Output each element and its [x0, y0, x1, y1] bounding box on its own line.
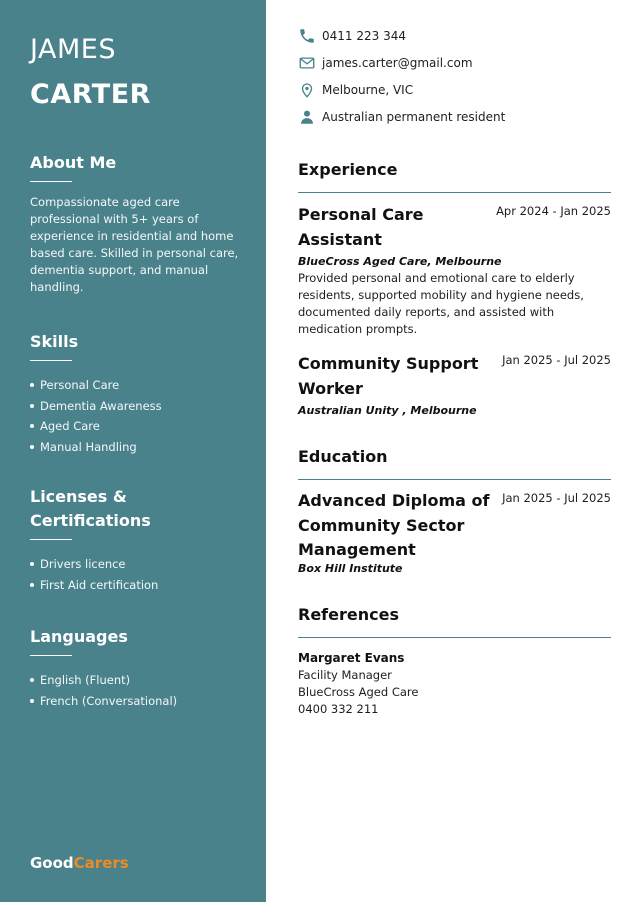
last-name: CARTER — [30, 79, 151, 110]
about-heading: About Me — [30, 153, 117, 172]
phone-text[interactable]: 0411 223 344 — [322, 29, 406, 43]
email-text[interactable]: james.carter@gmail.com — [322, 56, 473, 70]
about-divider — [30, 181, 72, 182]
bullet-icon — [30, 424, 34, 428]
experience-heading: Experience — [298, 160, 398, 179]
skill-item — [30, 375, 245, 396]
job-title: Community Support Worker — [298, 354, 479, 398]
reference-role: Facility Manager — [298, 668, 392, 682]
languages-divider — [30, 655, 72, 656]
license-label: Drivers licence — [40, 557, 126, 571]
education-divider — [298, 479, 611, 480]
job-organization: Australian Unity , Melbourne — [298, 404, 477, 417]
skill-label: Aged Care — [40, 419, 100, 433]
skills-heading: Skills — [30, 332, 79, 351]
reference-name: Margaret Evans — [298, 651, 405, 665]
license-label: First Aid certification — [40, 577, 159, 592]
skill-item — [30, 416, 245, 437]
job-title: Personal Care Assistant — [298, 205, 424, 249]
bullet-icon — [30, 383, 34, 387]
licenses-section — [30, 485, 245, 595]
mail-icon — [298, 54, 316, 72]
references-heading: References — [298, 605, 399, 624]
job-description: Provided personal and emotional care to elderly residents, supported mobility and hygiene needs, documented daily reports, and assisted with medication prompts. — [298, 271, 584, 336]
experience-divider — [298, 192, 611, 193]
bullet-icon — [30, 699, 34, 703]
reference-entry — [298, 650, 611, 718]
reference-phone[interactable]: 0400 332 211 — [298, 702, 379, 716]
reference-company: BlueCross Aged Care — [298, 685, 419, 699]
sidebar — [0, 0, 266, 902]
education-title: Advanced Diploma of Community Sector Management — [298, 491, 490, 559]
language-item — [30, 670, 245, 691]
brand-part-good: Good — [30, 854, 74, 872]
bullet-icon — [30, 445, 34, 449]
brand-logo — [30, 853, 129, 873]
skill-label: Manual Handling — [40, 439, 137, 454]
language-label: English (Fluent) — [40, 673, 131, 687]
skills-list — [30, 375, 245, 457]
location-text: Melbourne, VIC — [322, 83, 414, 97]
about-section — [30, 151, 245, 296]
licenses-divider — [30, 539, 72, 540]
job-dates: Apr 2024 - Jan 2025 — [496, 204, 611, 218]
contact-location — [298, 81, 413, 99]
languages-section — [30, 625, 245, 711]
about-text: Compassionate aged care professional with 5+ years of experience in residential and home based care. Skilled in personal care, dementia support, and manual handling. — [30, 195, 239, 294]
bullet-icon — [30, 583, 34, 587]
references-divider — [298, 637, 611, 638]
skill-label: Personal Care — [40, 378, 120, 392]
skill-item — [30, 437, 245, 458]
contact-residency — [298, 108, 505, 126]
residency-text: Australian permanent resident — [322, 110, 506, 124]
job-dates: Jan 2025 - Jul 2025 — [502, 353, 611, 367]
license-item — [30, 554, 245, 575]
first-name: JAMES — [30, 34, 116, 65]
brand-part-carers: Carers — [73, 854, 129, 872]
languages-heading: Languages — [30, 627, 128, 646]
job-organization: BlueCross Aged Care, Melbourne — [298, 255, 502, 268]
person-icon — [298, 108, 316, 126]
bullet-icon — [30, 562, 34, 566]
education-dates: Jan 2025 - Jul 2025 — [502, 491, 611, 505]
bullet-icon — [30, 678, 34, 682]
skills-section — [30, 330, 245, 457]
licenses-heading: Licenses & Certifications — [30, 487, 151, 530]
language-label: French (Conversational) — [40, 693, 178, 708]
skill-item — [30, 396, 245, 417]
contact-phone — [298, 27, 406, 45]
education-institution: Box Hill Institute — [298, 562, 403, 575]
bullet-icon — [30, 404, 34, 408]
license-item — [30, 575, 245, 596]
language-item — [30, 691, 245, 712]
languages-list — [30, 670, 245, 711]
location-pin-icon — [298, 81, 316, 99]
education-heading: Education — [298, 447, 388, 466]
contact-email — [298, 54, 473, 72]
skill-label: Dementia Awareness — [40, 398, 162, 413]
licenses-list — [30, 554, 245, 595]
phone-icon — [298, 27, 316, 45]
skills-divider — [30, 360, 72, 361]
